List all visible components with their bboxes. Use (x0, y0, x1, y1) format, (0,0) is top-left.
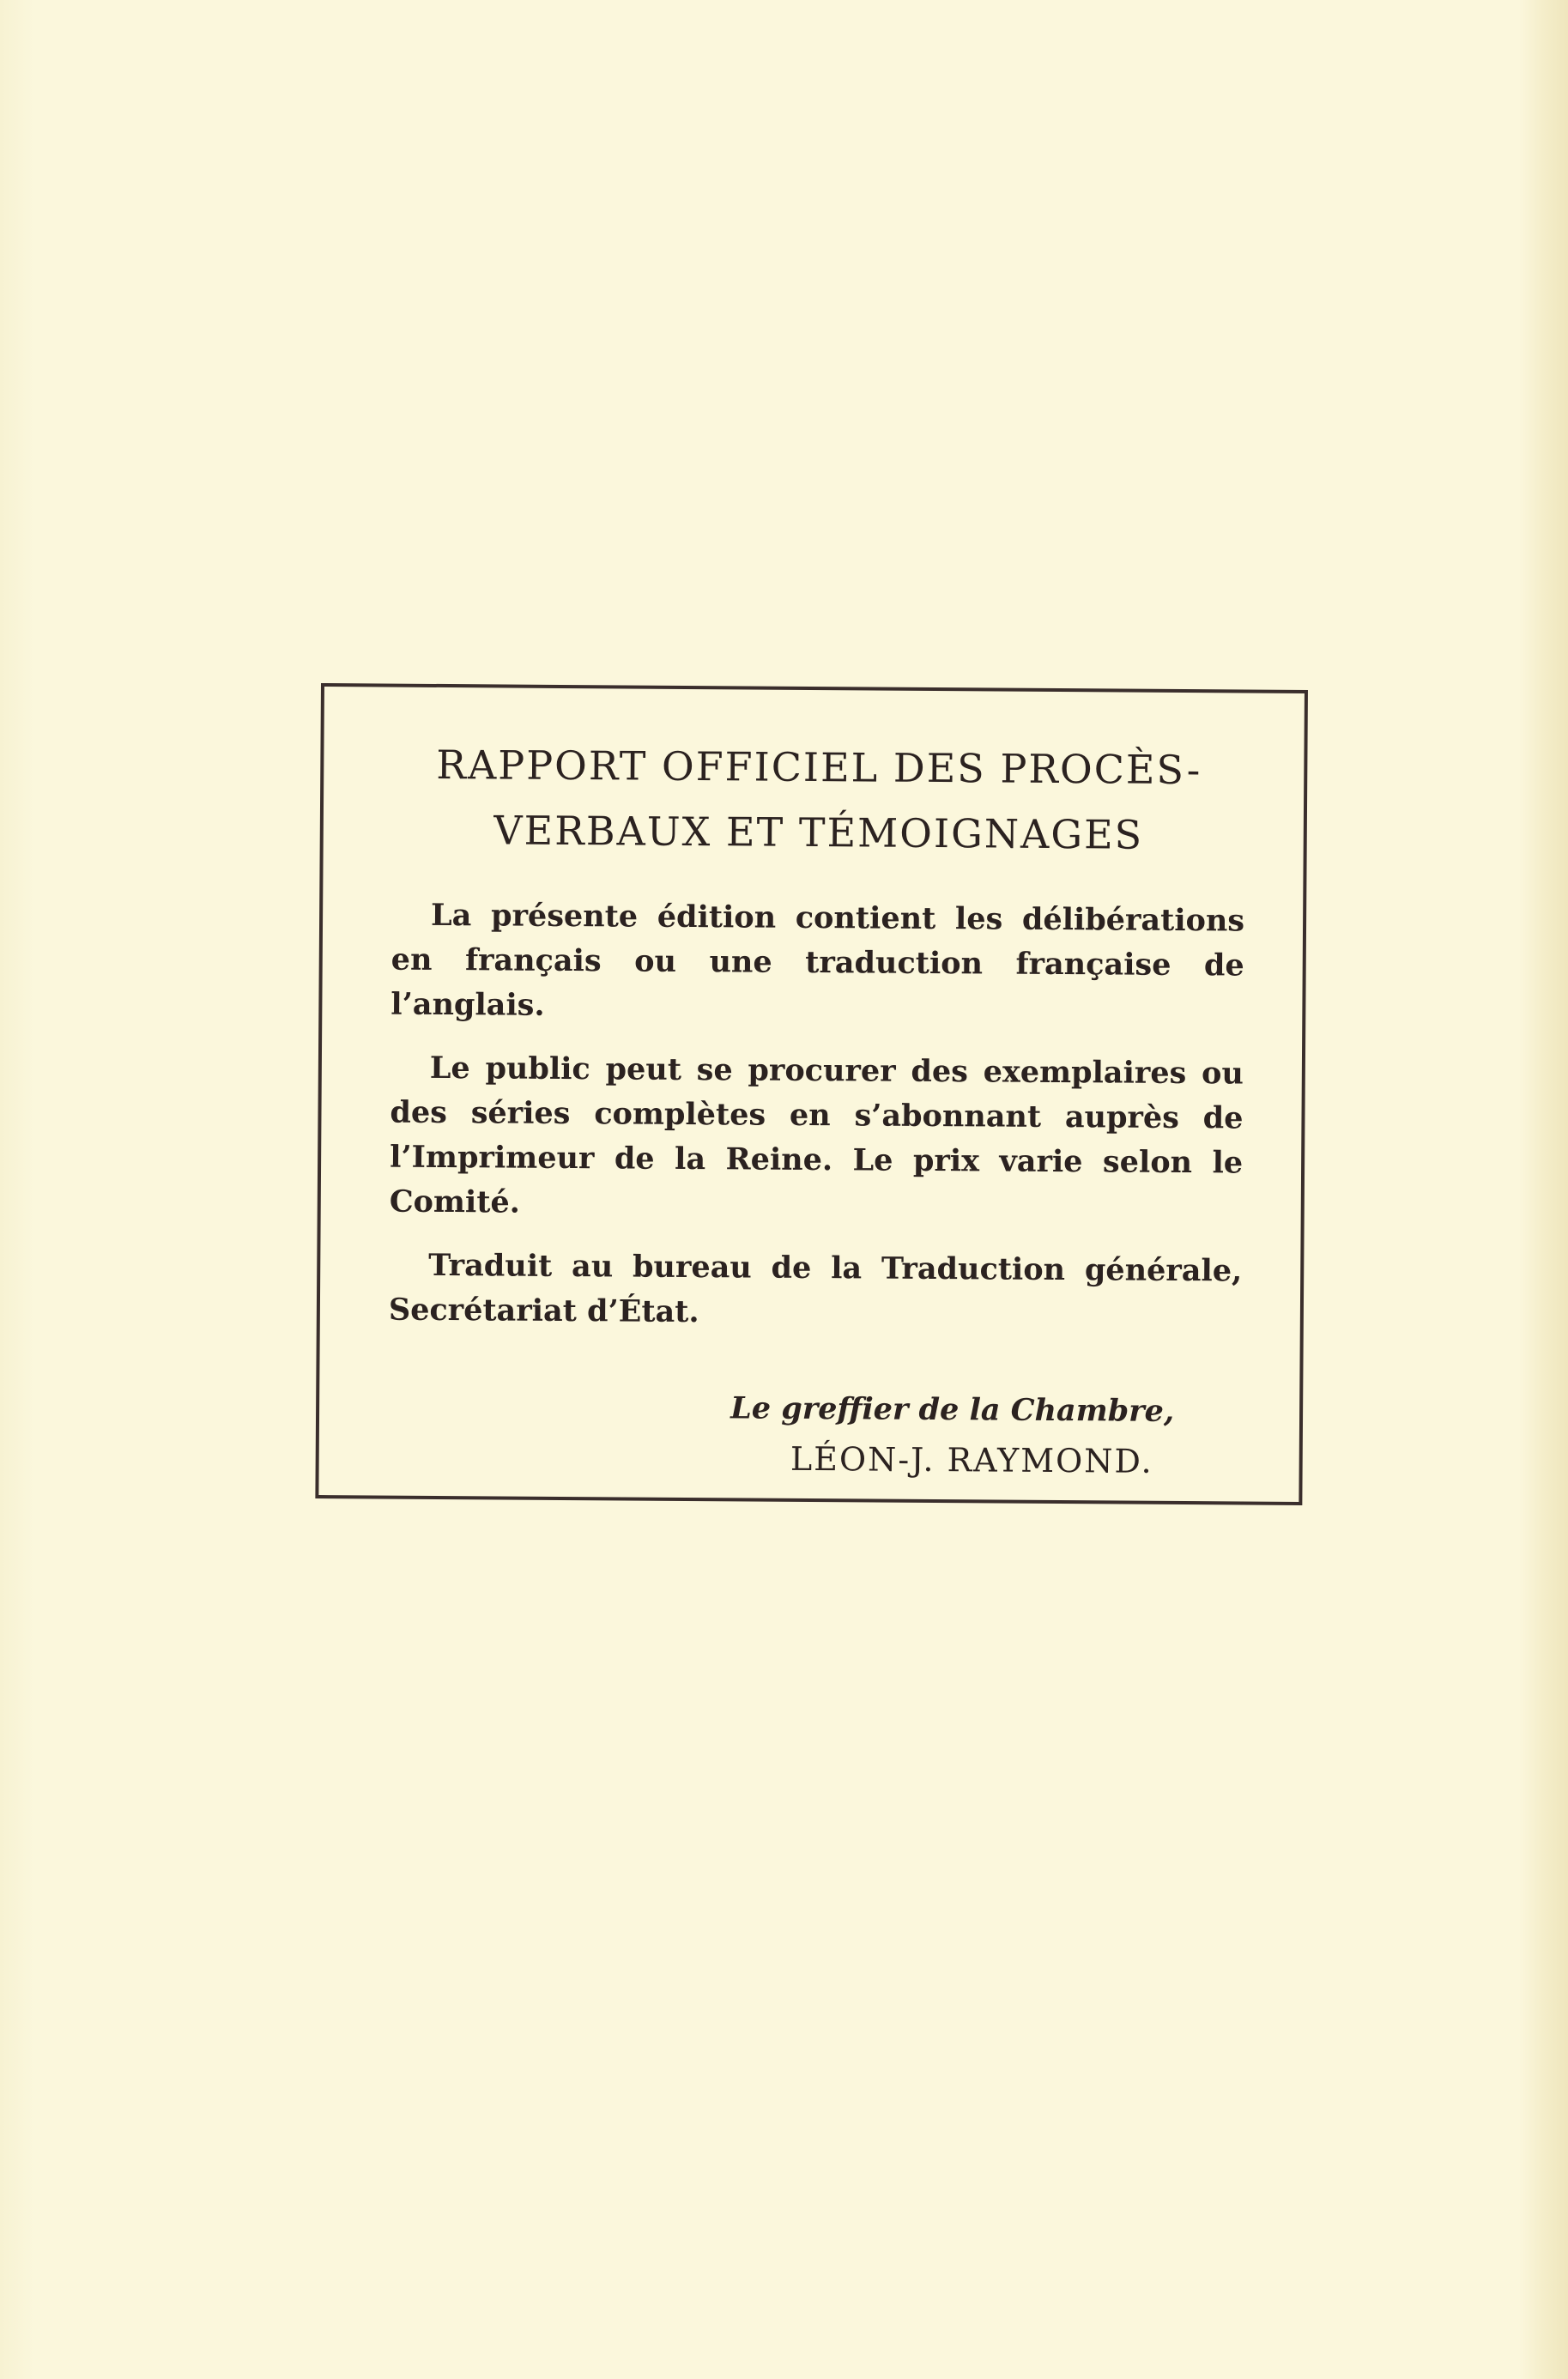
signature-role: Le greffier de la Chambre, (730, 1390, 1175, 1429)
signature-block (388, 1383, 1242, 1488)
signature-name: LÉON-J. RAYMOND. (790, 1439, 1153, 1480)
notice-title-line-1: RAPPORT OFFICIEL DES PROCÈS- (436, 741, 1202, 794)
notice-paragraph-subscription: Le public peut se procurer des exemplaires ou des séries complètes en s’abonnant auprès de l’Imprimeur de la Reine. Le prix varie selon le Comité. (389, 1050, 1244, 1220)
notice-paragraph-translation: Traduit au bureau de la Traduction générale, Secrétariat d’État. (388, 1247, 1243, 1330)
notice-box (315, 683, 1308, 1505)
notice-title-line-2: VERBAUX ET TÉMOIGNAGES (493, 807, 1144, 858)
notice-title (392, 732, 1246, 869)
notice-paragraph-edition: La présente édition contient les délibérations en français ou une traduction française de l’anglais. (390, 897, 1245, 1023)
